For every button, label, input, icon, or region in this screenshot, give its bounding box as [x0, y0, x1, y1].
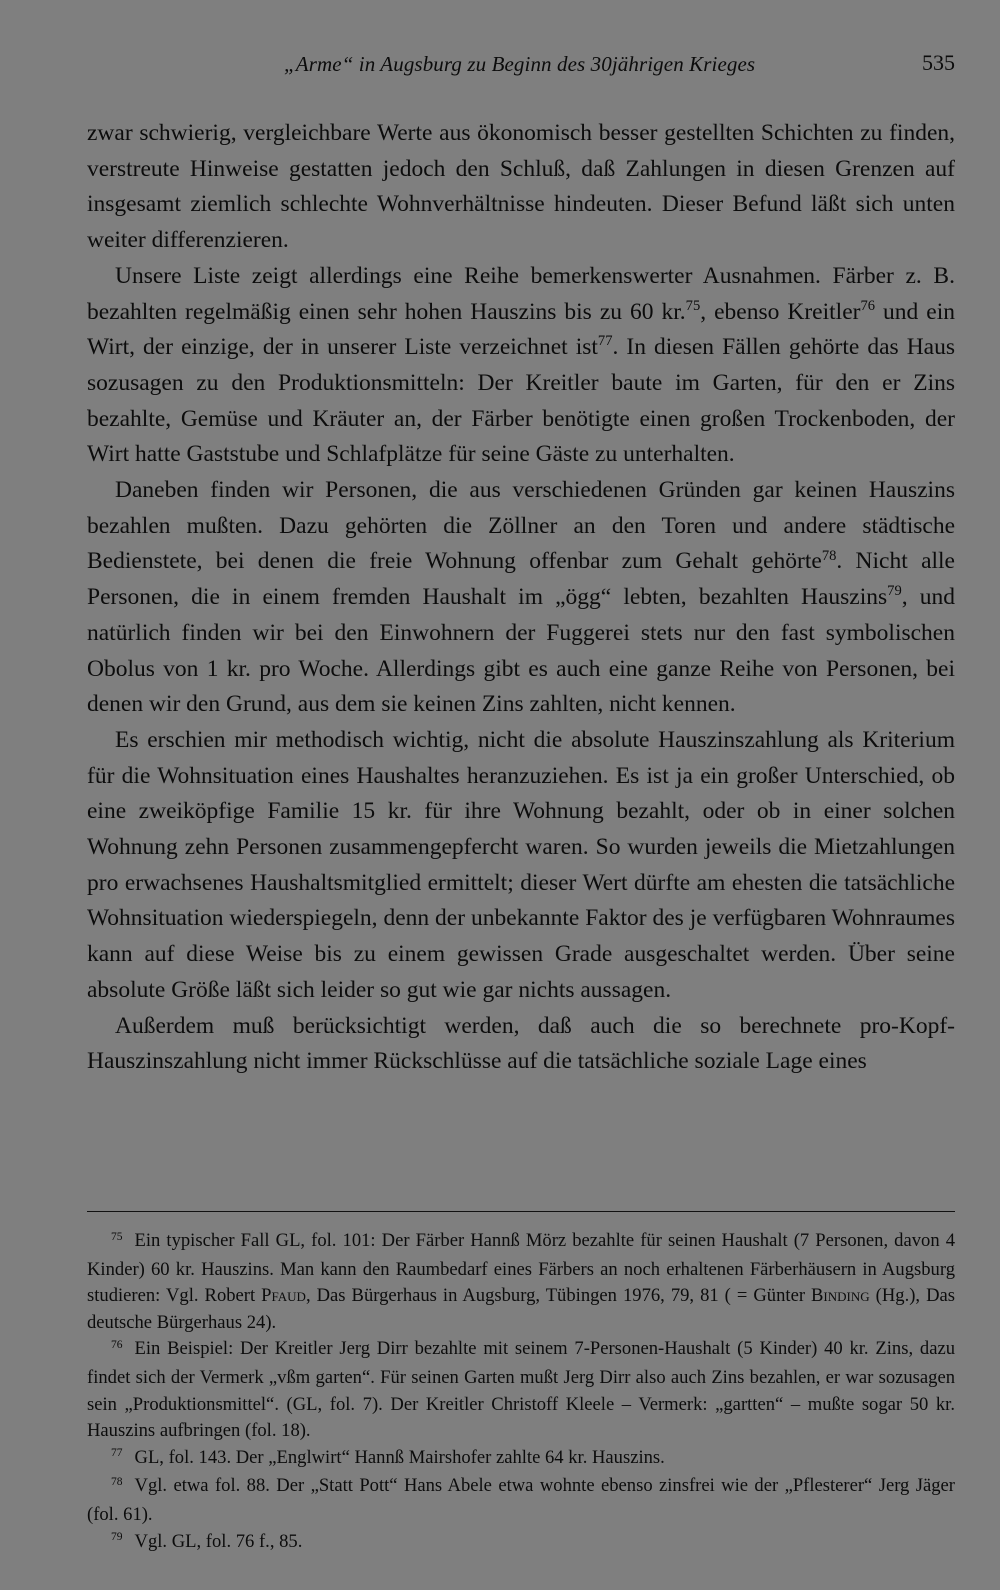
paragraph: [87, 259, 955, 473]
paragraph: [87, 723, 955, 1009]
author-name: Pfaud: [261, 1285, 306, 1307]
footnote: [87, 1228, 955, 1336]
footnote-number: 79: [111, 1531, 123, 1544]
footnote-ref: 75: [685, 297, 701, 314]
text-run: Ein Beispiel: Der Kreitler Jerg Dirr bezahlte mit seinem 7-Personen-Haushalt (5 Kinder) 40 kr. Zins, dazu findet sich der Vermerk „vßm garten“. Für seinen Garten mußt Jerg Dirr also auch Zins bezahlen, er war sozusagen sein „Produktionsmittel“. (GL, fol. 7). Der Kreitler Christoff Kleele – Vermerk: „gartten“ – mußte sogar 50 kr. Hauszins aufbringen (fol. 18).: [87, 1338, 955, 1442]
text-run: GL, fol. 143. Der „Englwirt“ Hannß Mairshofer zahlte 64 kr. Hauszins.: [134, 1446, 665, 1468]
paragraph: [87, 473, 955, 723]
text-run: zwar schwierig, vergleichbare Werte aus ökonomisch besser gestellten Schichten zu finden, verstreute Hinweise gestatten jedoch den Schluß, daß Zahlungen in diesen Grenzen auf insgesamt ziemlich schlechte Wohnverhältnisse hindeuten. Dieser Befund läßt sich unten weiter differenzieren.: [87, 120, 955, 254]
text-run: . Nicht alle Personen, die in einem fremden Haushalt im „ögg“ lebten, bezahlten Hauszins: [87, 548, 955, 611]
footnote-number: 77: [111, 1447, 123, 1460]
footnote-ref: 79: [887, 583, 902, 600]
text-run: Unsere Liste zeigt allerdings eine Reihe bemerkenswerter Ausnahmen. Färber z. B. bezahlten regelmäßig einen sehr hohen Hauszins bis zu 60 kr.: [87, 262, 955, 325]
text-run: Vgl. etwa fol. 88. Der „Statt Pott“ Hans Abele etwa wohnte ebenso zinsfrei wie der „Pflesterer“ Jerg Jäger (fol. 61).: [87, 1475, 955, 1525]
footnote: [87, 1529, 955, 1558]
footnotes: [87, 1228, 955, 1557]
text-run: , Das Bürgerhaus in Augsburg, Tübingen 1976, 79, 81 ( = Günter: [305, 1285, 812, 1307]
text-run: Ein typischer Fall GL, fol. 101: Der Färber Hannß Mörz bezahlte für seinen Haushalt (7 Personen, davon 4 Kinder) 60 kr. Hauszins. Man kann den Raumbedarf eines Färbers an noch erhaltenen Färberhäusern in Augsburg studieren: Vgl. Robert: [87, 1230, 955, 1307]
author-name: Binding: [811, 1285, 870, 1307]
page-number: 535: [922, 50, 955, 75]
footnote-number: 78: [111, 1476, 123, 1489]
text-run: und ein Wirt, der einzige, der in unserer Liste verzeichnet ist: [87, 298, 955, 361]
running-title: „Arme“ in Augsburg zu Beginn des 30jährigen Krieges: [284, 52, 756, 76]
text-run: Daneben finden wir Personen, die aus verschiedenen Gründen gar keinen Hauszins bezahlen mußten. Dazu gehörten die Zöllner an den Toren und andere städtische Bedienstete, bei denen die freie Wohnung offenbar zum Gehalt gehörte: [87, 477, 955, 575]
text-run: (Hg.), Das deutsche Bürgerhaus 24).: [87, 1285, 955, 1333]
footnote: [87, 1336, 955, 1444]
footnote-separator: [87, 1211, 955, 1212]
text-run: . In diesen Fällen gehörte das Haus sozusagen zu den Produktionsmitteln: Der Kreitler baute im Garten, für den er Zins bezahlte, Gemüse und Kräuter an, der Färber benötigte einen großen Trockenboden, der Wirt hatte Gaststube und Schlafplätze für seine Gäste zu unterhalten.: [87, 334, 955, 468]
footnote-ref: 76: [860, 297, 876, 314]
paragraph: [87, 116, 955, 259]
footnote-number: 75: [111, 1230, 123, 1243]
book-page: [87, 48, 955, 1080]
footnote-ref: 78: [821, 547, 837, 564]
paragraph: [87, 1009, 955, 1080]
body-text: [87, 116, 955, 1080]
footnote: [87, 1473, 955, 1528]
text-run: , und natürlich finden wir bei den Einwohnern der Fuggerei stets nur den fast symbolischen Obolus von 1 kr. pro Woche. Allerdings gibt es auch eine ganze Reihe von Personen, bei denen wir den Grund, aus dem sie keinen Zins zahlten, nicht kennen.: [87, 584, 956, 718]
text-run: Außerdem muß berücksichtigt werden, daß auch die so berechnete pro-Kopf-Hauszinszahlung nicht immer Rückschlüsse auf die tatsächliche soziale Lage eines: [87, 1012, 955, 1075]
text-run: Es erschien mir methodisch wichtig, nicht die absolute Hauszinszahlung als Kriterium für die Wohnsituation eines Haushaltes heranzuziehen. Es ist ja ein großer Unterschied, ob eine zweiköpfige Familie 15 kr. für ihre Wohnung bezahlt, oder ob in einer solchen Wohnung zehn Personen zusammengepfercht waren. So wurden jeweils die Mietzahlungen pro erwachsenes Haushaltsmitglied ermittelt; dieser Wert dürfte am ehesten die tatsächliche Wohnsituation wiederspiegeln, denn der unbekannte Faktor des je verfügbaren Wohnraumes kann auf diese Weise bis zu einem gewissen Grade ausgeschaltet werden. Über seine absolute Größe läßt sich leider so gut wie gar nichts aussagen.: [87, 726, 955, 1003]
text-run: , ebenso Kreitler: [700, 298, 861, 325]
footnote-number: 76: [111, 1339, 123, 1352]
text-run: Vgl. GL, fol. 76 f., 85.: [134, 1530, 303, 1552]
footnote: [87, 1445, 955, 1474]
running-header: [87, 48, 955, 88]
footnote-ref: 77: [597, 333, 613, 350]
